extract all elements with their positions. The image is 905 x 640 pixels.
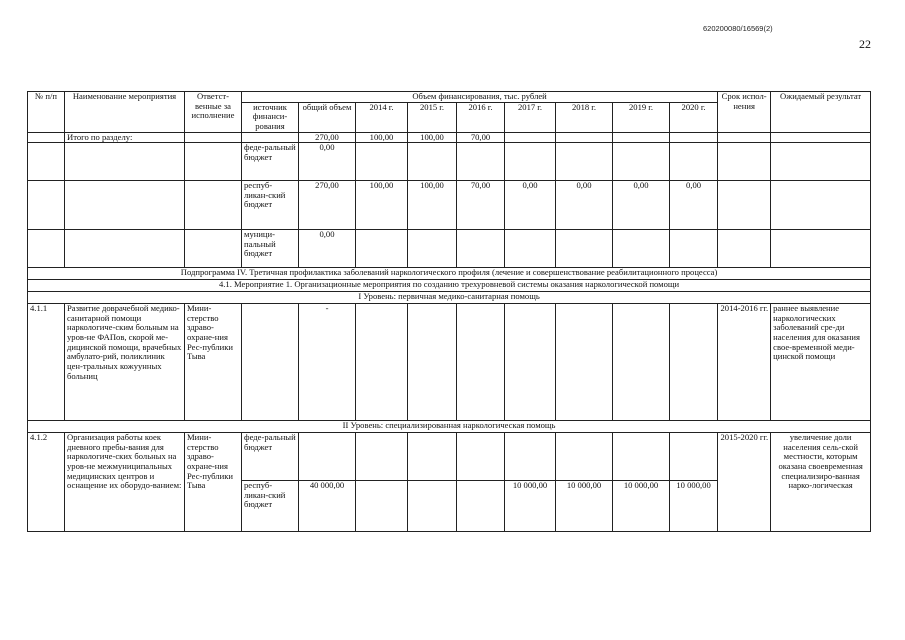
row-name: Развитие доврачебной медико-санитарной помощи наркологиче-ским больным на уров-не ФАПов, скорой ме-дицинской помощи, врачебных амбулато-рий, поликлиник цен-тральных кожуунных больниц (65, 304, 185, 421)
financing-plan-table (27, 91, 871, 532)
cell-source: феде-ральный бюджет (242, 143, 299, 181)
row-name: Организация работы коек дневного пребы-вания для наркологиче-ских больных на уров-не межмуниципальных медицинских центров и оснащение их оборудо-ванием: (65, 433, 185, 532)
header-year: 2014 г. (356, 102, 408, 132)
header-year: 2018 г. (556, 102, 613, 132)
level2-row (28, 421, 871, 433)
table-row-4-1-2 (28, 433, 871, 481)
cell-total: 40 000,00 (299, 481, 356, 532)
cell-total: - (299, 304, 356, 421)
header-source: источник финанси-рования (242, 102, 299, 132)
measure-heading: 4.1. Мероприятие 1. Организационные мероприятия по созданию трехуровневой системы оказания наркологической помощи (28, 280, 871, 292)
section-total-republic-row: респуб-ликан-ский бюджет 270,00 100,00 100,00 70,00 0,00 0,00 0,00 0,00 (28, 181, 871, 230)
cell-source: феде-ральный бюджет (242, 433, 299, 481)
row-num: 4.1.2 (28, 433, 65, 532)
cell-source: респуб-ликан-ский бюджет (242, 181, 299, 230)
row-num: 4.1.1 (28, 304, 65, 421)
header-financing: Объем финансирования, тыс. рублей (242, 92, 718, 103)
table-row-4-1-2-republic: респуб-ликан-ский бюджет 40 000,00 10 000,00 10 000,00 10 000,00 10 000,00 (28, 481, 871, 532)
header-num: № п/п (28, 92, 65, 133)
header-year: 2019 г. (613, 102, 670, 132)
level1-heading: I Уровень: первичная медико-санитарная помощь (28, 292, 871, 304)
header-year: 2020 г. (670, 102, 718, 132)
cell-source: муници-пальный бюджет (242, 230, 299, 268)
row-term: 2015-2020 гг. (718, 433, 771, 532)
header-total: общий объем (299, 102, 356, 132)
section-total-federal-row: феде-ральный бюджет 0,00 (28, 143, 871, 181)
cell-total: 270,00 (299, 132, 356, 143)
document-code: 620200080/16569(2) (703, 24, 773, 33)
header-row (28, 92, 871, 103)
header-year: 2015 г. (408, 102, 457, 132)
row-responsible: Мини-стерство здраво-охране-ния Рес-публики Тыва (185, 304, 242, 421)
row-result: увеличение доли населения сель-ской местности, которым оказана своевременная специализиро-ванная нарко-логическая (771, 433, 871, 532)
header-name: Наименование мероприятия (65, 92, 185, 133)
section-total-municipal-row: муници-пальный бюджет 0,00 (28, 230, 871, 268)
row-result: раннее выявление наркологических заболеваний сре-ди населения для оказания свое-временной меди-цинской помощи (771, 304, 871, 421)
section-total-label: Итого по разделу: (65, 132, 185, 143)
subprogram-row (28, 268, 871, 280)
page-number: 22 (859, 37, 871, 51)
subprogram-heading: Подпрограмма IV. Третичная профилактика заболеваний наркологического профиля (лечение и совершенствование реабилитационного процесса) (28, 268, 871, 280)
row-term: 2014-2016 гг. (718, 304, 771, 421)
header-year: 2017 г. (505, 102, 556, 132)
header-responsible: Ответст-венные за исполнение (185, 92, 242, 133)
measure-row (28, 280, 871, 292)
header-result: Ожидаемый результат (771, 92, 871, 133)
header-term: Срок испол-нения (718, 92, 771, 133)
level2-heading: II Уровень: специализированная наркологическая помощь (28, 421, 871, 433)
cell-source: респуб-ликан-ский бюджет (242, 481, 299, 532)
level1-row (28, 292, 871, 304)
row-responsible: Мини-стерство здраво-охране-ния Рес-публики Тыва (185, 433, 242, 532)
header-year: 2016 г. (457, 102, 505, 132)
table-row-4-1-1 (28, 304, 871, 421)
section-total-row: Итого по разделу: 270,00 100,00 100,00 70,00 (28, 132, 871, 143)
